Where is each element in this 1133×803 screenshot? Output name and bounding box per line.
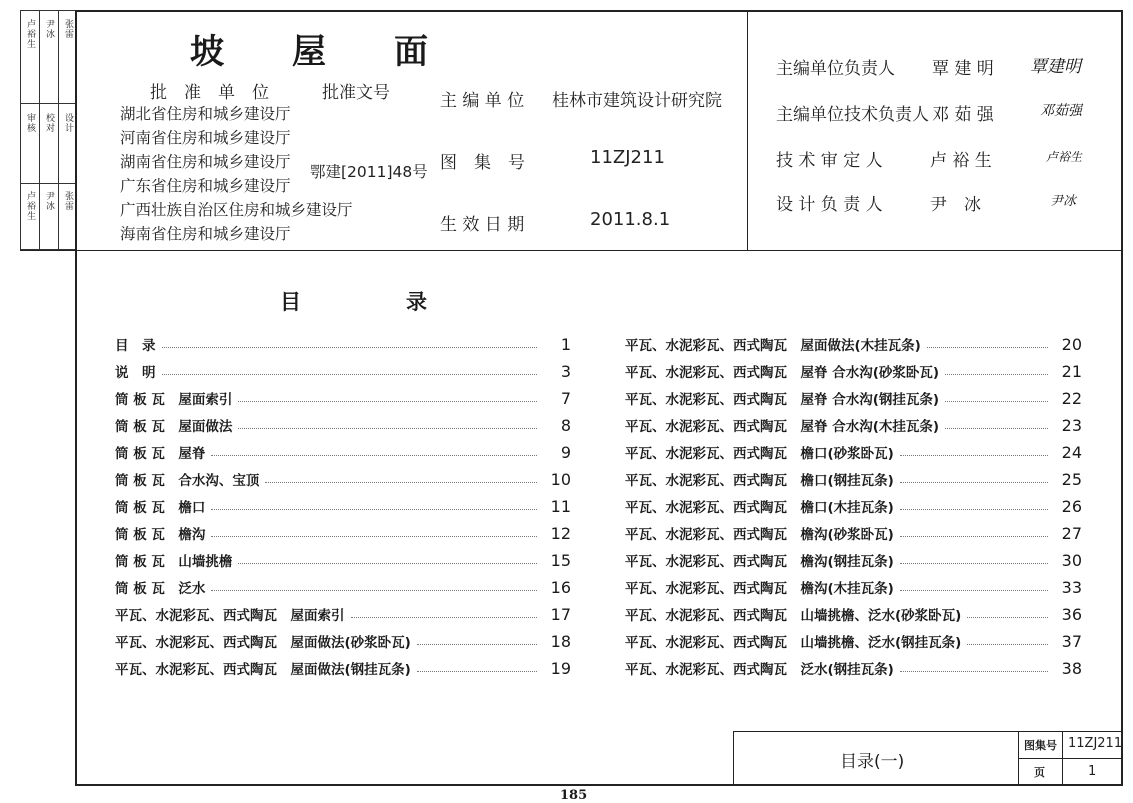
personnel-role: 技 术 审 定 人 [776,151,883,171]
binding-strip [20,10,77,250]
toc-entry[interactable]: 筒 板 瓦 泛水 16 [115,577,571,597]
toc-entry[interactable]: 平瓦、水泥彩瓦、西式陶瓦 山墙挑檐、泛水(钢挂瓦条) 37 [625,631,1082,651]
header-divider [76,250,1122,251]
toc-entry[interactable]: 平瓦、水泥彩瓦、西式陶瓦 屋脊 合水沟(木挂瓦条) 23 [625,415,1082,435]
sheet-title: 目录(一) [840,752,905,772]
approval-unit-label: 批 准 单 位 [150,83,269,103]
title-block-page-label: 页 [1034,766,1045,779]
personnel-name: 尹 冰 [930,195,981,215]
book-page-number: 185 [560,788,588,803]
personnel-name: 卢 裕 生 [930,151,992,171]
personnel-name: 邓 茹 强 [932,105,994,125]
atlas-label: 图 集 号 [440,153,525,173]
binding-cell: 张雷 [63,19,73,39]
atlas-number: 11ZJ211 [590,147,665,168]
title-block-atlas-number: 11ZJ211 [1068,736,1123,751]
approval-unit: 湖南省住房和城乡建设厅 [120,153,291,171]
signature: 邓茹强 [1040,103,1082,119]
toc-entry[interactable]: 平瓦、水泥彩瓦、西式陶瓦 檐口(砂浆卧瓦) 24 [625,442,1082,462]
toc-entry[interactable]: 筒 板 瓦 屋脊 9 [115,442,571,462]
title-block-page-number: 1 [1088,764,1097,779]
toc-heading: 目 录 [280,289,427,314]
toc-entry[interactable]: 平瓦、水泥彩瓦、西式陶瓦 屋面做法(钢挂瓦条) 19 [115,658,571,678]
binding-cell: 张雷 [63,191,73,211]
toc-entry[interactable]: 平瓦、水泥彩瓦、西式陶瓦 屋面做法(砂浆卧瓦) 18 [115,631,571,651]
effective-date-label: 生 效 日 期 [440,215,525,235]
editor-label: 主 编 单 位 [440,91,525,111]
toc-entry[interactable]: 说 明 3 [115,361,571,381]
toc-entry[interactable]: 平瓦、水泥彩瓦、西式陶瓦 檐口(木挂瓦条) 26 [625,496,1082,516]
approval-unit: 湖北省住房和城乡建设厅 [120,105,291,123]
binding-cell: 设计 [63,113,73,133]
toc-entry[interactable]: 筒 板 瓦 檐口 11 [115,496,571,516]
approval-unit: 广东省住房和城乡建设厅 [120,177,291,195]
binding-cell: 校对 [44,113,54,133]
approval-doc-number: 鄂建[2011]48号 [310,163,428,181]
approval-unit: 海南省住房和城乡建设厅 [120,225,291,243]
approval-unit: 河南省住房和城乡建设厅 [120,129,291,147]
binding-cell: 卢裕生 [25,19,35,49]
toc-entry[interactable]: 平瓦、水泥彩瓦、西式陶瓦 屋脊 合水沟(砂浆卧瓦) 21 [625,361,1082,381]
toc-entry[interactable]: 筒 板 瓦 屋面索引 7 [115,388,571,408]
toc-entry[interactable]: 平瓦、水泥彩瓦、西式陶瓦 檐口(钢挂瓦条) 25 [625,469,1082,489]
effective-date: 2011.8.1 [590,209,671,230]
binding-cell: 尹冰 [44,19,54,39]
approval-unit: 广西壮族自治区住房和城乡建设厅 [120,201,353,219]
toc-entry[interactable]: 平瓦、水泥彩瓦、西式陶瓦 屋脊 合水沟(钢挂瓦条) 22 [625,388,1082,408]
personnel-role: 主编单位负责人 [776,59,895,79]
personnel-role: 设 计 负 责 人 [776,195,883,215]
toc-entry[interactable]: 目 录 1 [115,334,571,354]
signature: 卢裕生 [1046,150,1083,164]
binding-cell: 尹冰 [44,191,54,211]
title-block-divider [1018,758,1122,759]
binding-cell: 审核 [25,113,35,133]
binding-cell: 卢裕生 [25,191,35,221]
toc-entry[interactable]: 筒 板 瓦 檐沟 12 [115,523,571,543]
toc-entry[interactable]: 平瓦、水泥彩瓦、西式陶瓦 屋面索引 17 [115,604,571,624]
approval-doc-label: 批准文号 [322,83,390,103]
personnel-divider [747,11,748,250]
atlas-title: 坡 屋 面 [190,32,428,72]
toc-entry[interactable]: 筒 板 瓦 合水沟、宝顶 10 [115,469,571,489]
signature: 覃建明 [1030,57,1081,77]
toc-entry[interactable]: 平瓦、水泥彩瓦、西式陶瓦 檐沟(木挂瓦条) 33 [625,577,1082,597]
toc-entry[interactable]: 平瓦、水泥彩瓦、西式陶瓦 屋面做法(木挂瓦条) 20 [625,334,1082,354]
toc-entry[interactable]: 平瓦、水泥彩瓦、西式陶瓦 檐沟(砂浆卧瓦) 27 [625,523,1082,543]
personnel-name: 覃 建 明 [932,59,994,79]
editor-unit: 桂林市建筑设计研究院 [552,91,722,111]
binding-divider [20,250,77,251]
toc-entry[interactable]: 筒 板 瓦 山墙挑檐 15 [115,550,571,570]
title-block-atlas-label: 图集号 [1024,739,1057,752]
toc-entry[interactable]: 平瓦、水泥彩瓦、西式陶瓦 山墙挑檐、泛水(砂浆卧瓦) 36 [625,604,1082,624]
signature: 尹冰 [1050,194,1077,209]
personnel-role: 主编单位技术负责人 [776,105,929,125]
toc-entry[interactable]: 平瓦、水泥彩瓦、西式陶瓦 檐沟(钢挂瓦条) 30 [625,550,1082,570]
toc-entry[interactable]: 筒 板 瓦 屋面做法 8 [115,415,571,435]
toc-entry[interactable]: 平瓦、水泥彩瓦、西式陶瓦 泛水(钢挂瓦条) 38 [625,658,1082,678]
